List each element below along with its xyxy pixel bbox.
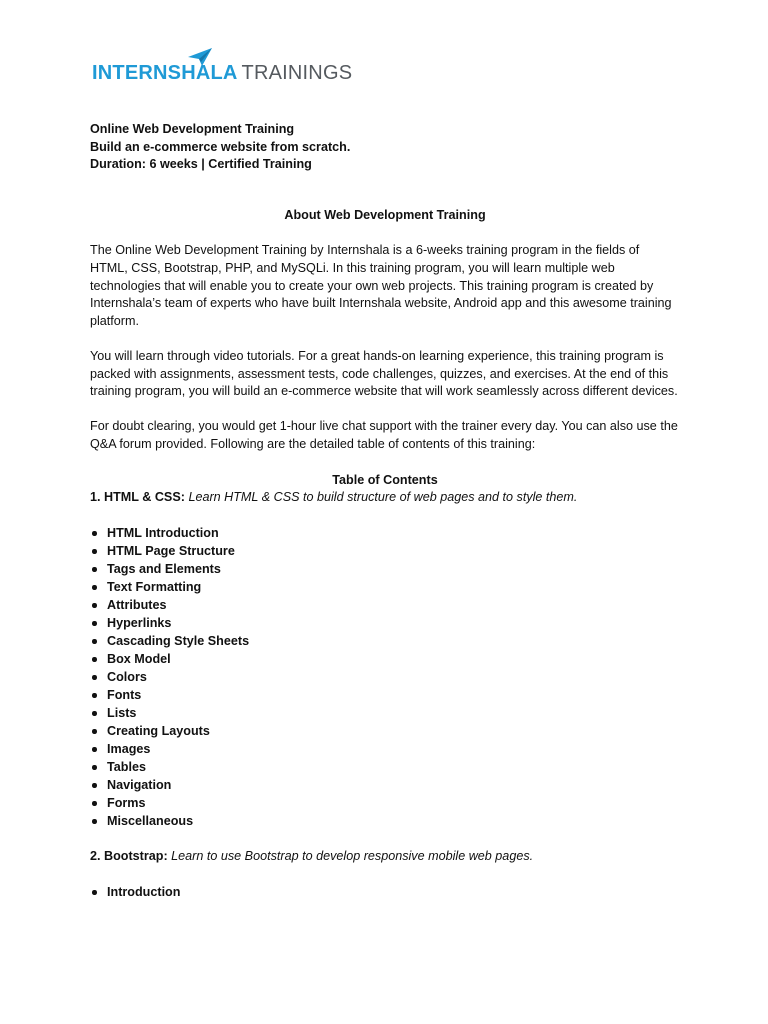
list-item: HTML Introduction: [107, 524, 680, 542]
section-label: 1. HTML & CSS:: [90, 490, 185, 505]
logo-text-intern: INTERN: [92, 62, 168, 84]
section-heading-html-css: [90, 489, 680, 507]
spacer: [90, 401, 680, 419]
list-item: Tags and Elements: [107, 560, 680, 578]
training-subtitle: Build an e-commerce website from scratch.: [90, 139, 351, 154]
about-title: About Web Development Training: [284, 207, 486, 222]
spacer: [90, 507, 680, 525]
logo-text-shala: SHALA: [167, 62, 238, 84]
list-item: Forms: [107, 794, 680, 812]
list-item: Colors: [107, 668, 680, 686]
list-item: Lists: [107, 704, 680, 722]
toc-list-bootstrap: [90, 883, 680, 901]
spacer: [90, 224, 680, 242]
list-item: Images: [107, 740, 680, 758]
list-item: Tables: [107, 758, 680, 776]
list-item: Box Model: [107, 650, 680, 668]
training-duration: Duration: 6 weeks | Certified Training: [90, 157, 312, 172]
logo-wordmark: [92, 62, 352, 84]
section-description: Learn HTML & CSS to build structure of web pages and to style them.: [188, 490, 578, 505]
section-description: Learn to use Bootstrap to develop responsive mobile web pages.: [171, 849, 534, 864]
list-item: Introduction: [107, 883, 680, 901]
spacer: [90, 866, 680, 884]
list-item: Fonts: [107, 686, 680, 704]
section-heading-bootstrap: [90, 848, 680, 866]
about-paragraph-2: You will learn through video tutorials. For a great hands-on learning experience, this training program is packed with assignments, assessment tests, code challenges, quizzes, and exercises. At the end of this training program, you will build an e-commerce website that will work seamlessly across different devices.: [90, 348, 678, 399]
about-paragraph-1: The Online Web Development Training by Internshala is a 6-weeks training program in the fields of HTML, CSS, Bootstrap, PHP, and MySQLi. In this training program, you will learn multiple web technologies that will enable you to create your own web projects. This training program is created by Internshala’s team of experts who have built Internshala website, Android app and this awesome training platform.: [90, 243, 672, 328]
list-item: HTML Page Structure: [107, 542, 680, 560]
spacer: [90, 174, 680, 207]
toc-title: Table of Contents: [332, 472, 438, 487]
list-item: Navigation: [107, 776, 680, 794]
toc-list-html-css: [90, 524, 680, 830]
spacer: [90, 330, 680, 348]
training-summary: [90, 121, 680, 174]
list-item: Miscellaneous: [107, 812, 680, 830]
training-title: Online Web Development Training: [90, 122, 295, 136]
list-item: Creating Layouts: [107, 722, 680, 740]
list-item: Hyperlinks: [107, 614, 680, 632]
logo-text-trainings: TRAININGS: [241, 62, 353, 84]
spacer: [90, 830, 680, 848]
list-item: Text Formatting: [107, 578, 680, 596]
list-item: Cascading Style Sheets: [107, 632, 680, 650]
spacer: [90, 454, 680, 472]
list-item: Attributes: [107, 596, 680, 614]
section-label: 2. Bootstrap:: [90, 849, 168, 864]
internshala-trainings-logo: [92, 48, 353, 88]
document-body: [90, 121, 680, 901]
about-paragraph-3: For doubt clearing, you would get 1-hour live chat support with the trainer every day. You can also use the Q&A forum provided. Following are the detailed table of contents of this training:: [90, 419, 678, 451]
